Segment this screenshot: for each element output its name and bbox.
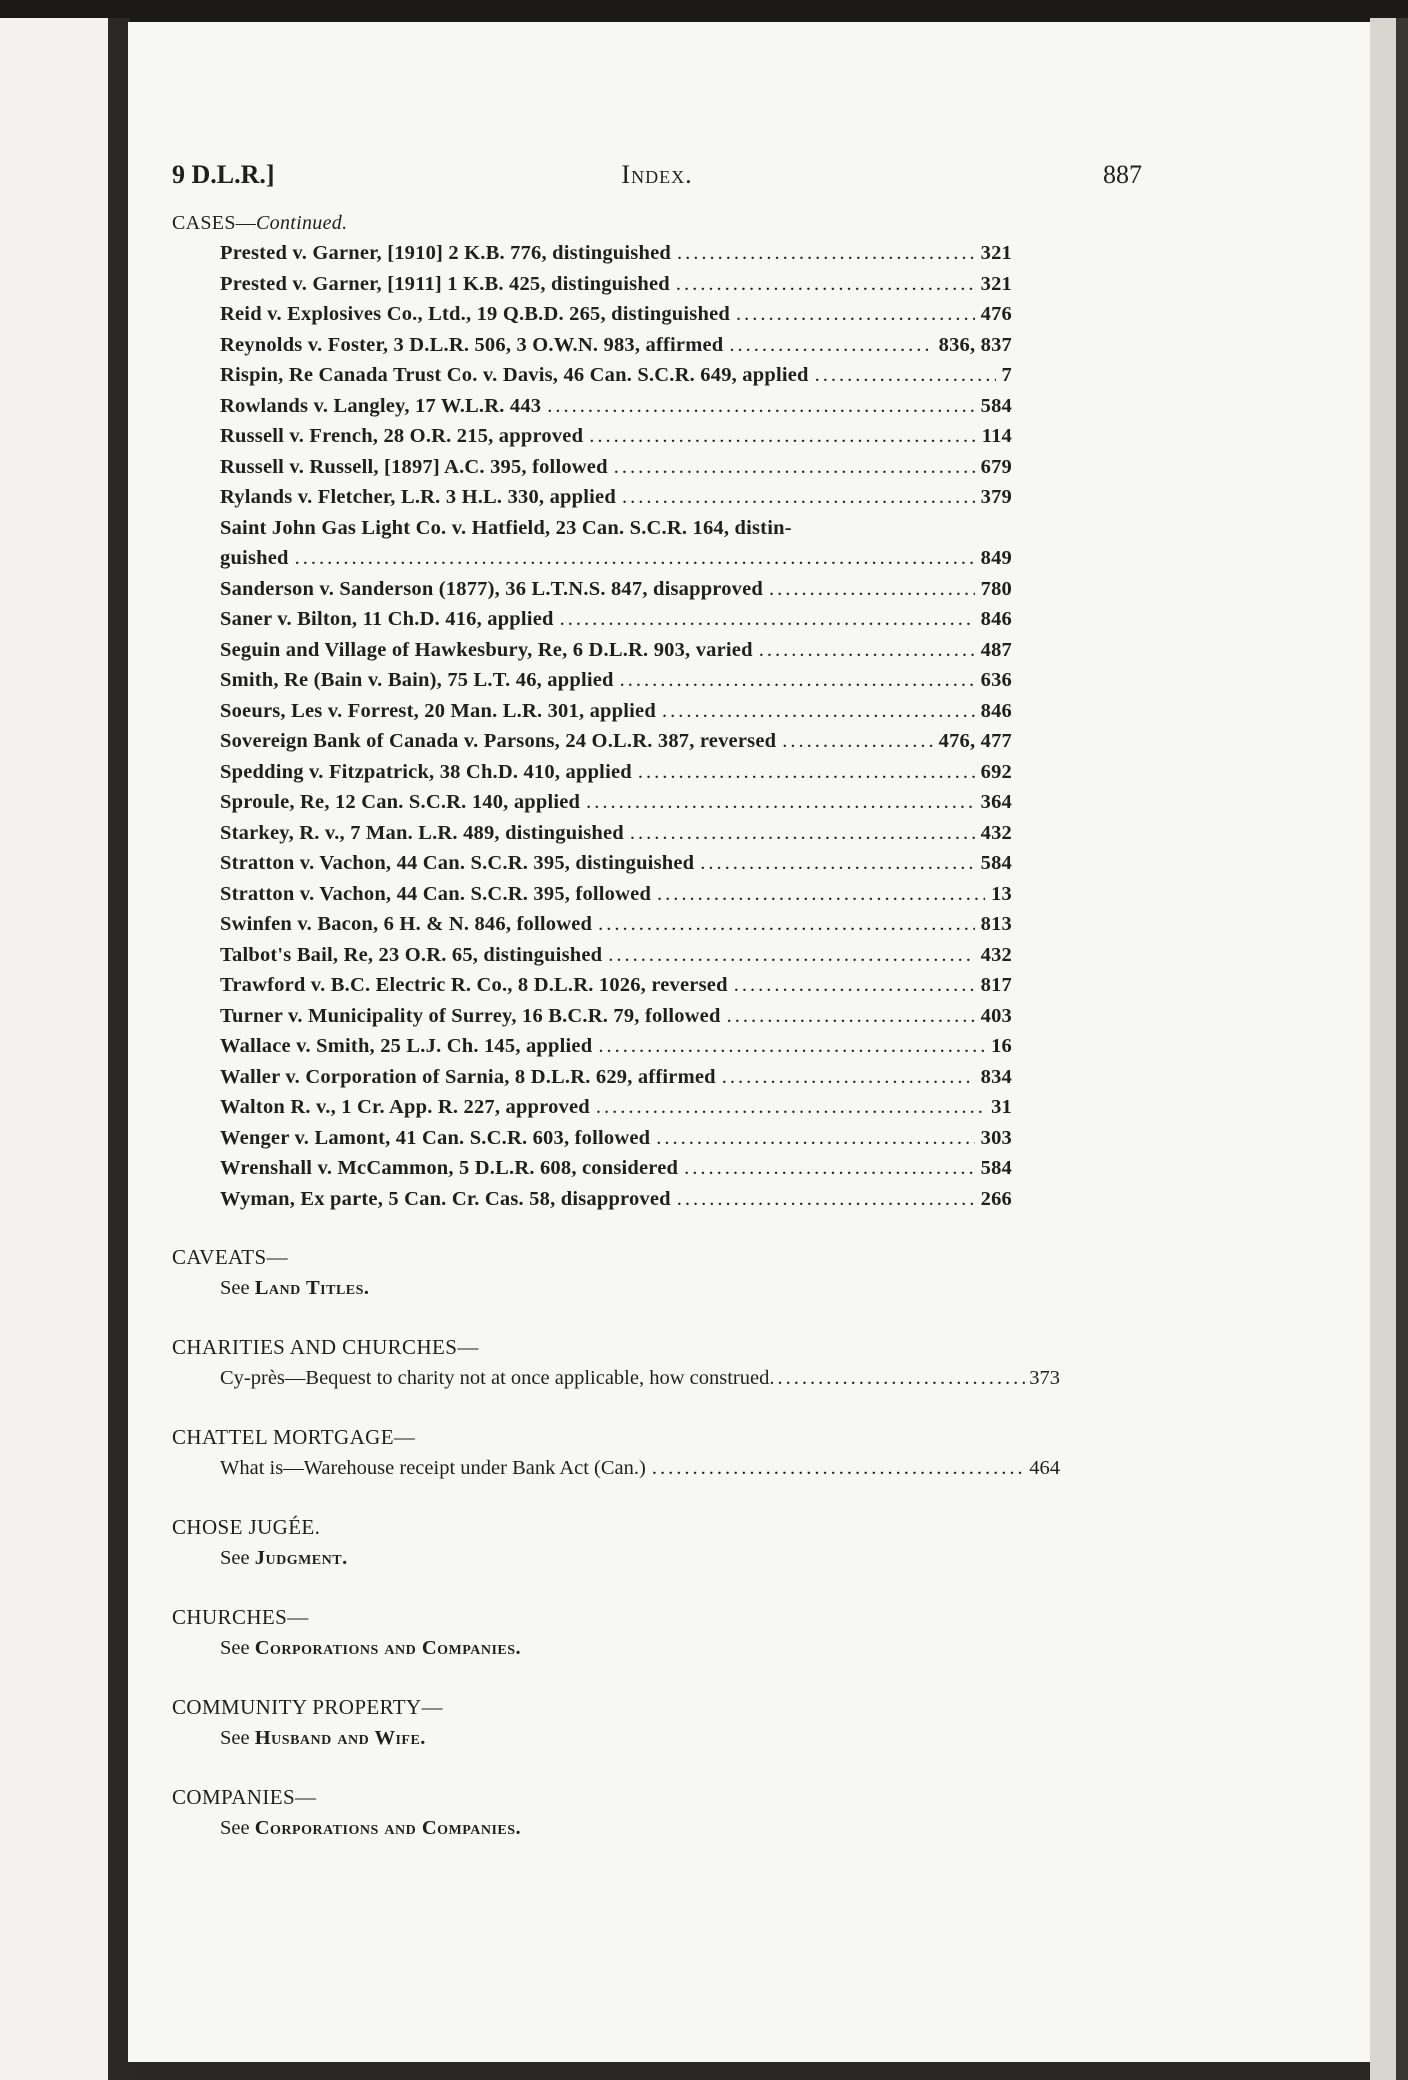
group-heading: CHOSE JUGÉE.: [172, 1515, 321, 1539]
index-group-caveats: [172, 1242, 1142, 1304]
entry-text: What is—Warehouse receipt under Bank Act (Can.): [220, 1457, 646, 1479]
case-citation: Stratton v. Vachon, 44 Can. S.C.R. 395, followed: [220, 882, 652, 905]
case-citation: Sovereign Bank of Canada v. Parsons, 24 O.L.R. 387, reversed: [220, 730, 777, 752]
case-citation: Walton R. v., 1 Cr. App. R. 227, approved: [220, 1096, 590, 1118]
case-page: 849: [980, 547, 1012, 569]
case-page: 7: [1001, 364, 1012, 386]
case-entry: [220, 940, 1012, 971]
cross-reference: [220, 1722, 1012, 1754]
case-page: 321: [980, 272, 1012, 295]
case-citation: Russell v. French, 28 O.R. 215, approved: [220, 425, 584, 447]
cases-heading: [172, 208, 1142, 238]
case-page: 636: [980, 669, 1012, 691]
case-page: 16: [991, 1035, 1012, 1057]
case-page: 432: [980, 943, 1012, 966]
index-group-charities: [172, 1332, 1142, 1394]
case-citation: Starkey, R. v., 7 Man. L.R. 489, distinguished: [220, 821, 624, 844]
case-citation: Sanderson v. Sanderson (1877), 36 L.T.N.S. 847, disapproved: [220, 577, 764, 600]
case-page: 13: [991, 882, 1012, 905]
cross-reference: [220, 1272, 1012, 1304]
group-heading: CHARITIES AND CHURCHES—: [172, 1335, 479, 1359]
case-page: 584: [980, 852, 1012, 874]
case-citation: Rylands v. Fletcher, L.R. 3 H.L. 330, applied: [220, 486, 616, 508]
case-citation: Talbot's Bail, Re, 23 O.R. 65, distinguished: [220, 943, 603, 966]
case-citation: Wyman, Ex parte, 5 Can. Cr. Cas. 58, disapproved: [220, 1187, 671, 1210]
case-entry: [220, 452, 1012, 483]
case-citation: Turner v. Municipality of Surrey, 16 B.C.R. 79, followed: [220, 1004, 721, 1027]
case-page: 692: [980, 760, 1012, 783]
case-entry: [220, 787, 1012, 818]
case-entry: [220, 848, 1012, 879]
reference-target: Land Titles.: [254, 1277, 370, 1299]
case-entry: [220, 1001, 1012, 1032]
reference-target: Corporations and Companies.: [254, 1817, 522, 1839]
case-entry: [220, 391, 1012, 422]
reference-target: Husband and Wife.: [254, 1727, 426, 1749]
case-citation: Sproule, Re, 12 Can. S.C.R. 140, applied: [220, 791, 581, 813]
group-heading: CHURCHES—: [172, 1605, 309, 1629]
case-page: 31: [991, 1096, 1012, 1118]
index-group-community-property: [172, 1692, 1142, 1754]
group-heading: CAVEATS—: [172, 1245, 289, 1269]
case-page: 813: [980, 913, 1012, 935]
case-entry: [220, 238, 1012, 269]
case-page: 403: [980, 1004, 1012, 1027]
book-gutter: [108, 18, 130, 2080]
case-page: 379: [980, 486, 1012, 508]
group-entry: [220, 1362, 1060, 1394]
continued-label: Continued.: [256, 212, 348, 234]
case-entry: [220, 513, 1012, 574]
case-page: 584: [980, 394, 1012, 417]
case-entry: [220, 482, 1012, 513]
case-page: 817: [980, 974, 1012, 996]
cross-reference: [220, 1632, 1012, 1664]
case-entry: [220, 1153, 1012, 1184]
case-page: 476, 477: [938, 730, 1012, 752]
case-page: 679: [980, 455, 1012, 478]
case-page: 846: [980, 699, 1012, 722]
case-citation: Swinfen v. Bacon, 6 H. & N. 846, followed: [220, 913, 593, 935]
case-entry: [220, 635, 1012, 666]
volume-label: 9 D.L.R.]: [172, 160, 275, 189]
case-page: 114: [981, 425, 1012, 447]
page-title: Index.: [621, 160, 693, 189]
case-citation: Saint John Gas Light Co. v. Hatfield, 23 Can. S.C.R. 164, distin-: [220, 516, 792, 539]
case-citation: Russell v. Russell, [1897] A.C. 395, followed: [220, 455, 608, 478]
case-citation: Waller v. Corporation of Sarnia, 8 D.L.R. 629, affirmed: [220, 1065, 716, 1088]
index-group-churches: [172, 1602, 1142, 1664]
case-page: 321: [980, 242, 1012, 264]
case-page: 834: [980, 1065, 1012, 1088]
case-citation: Trawford v. B.C. Electric R. Co., 8 D.L.R. 1026, reversed: [220, 974, 728, 996]
case-entry: [220, 757, 1012, 788]
case-entry: [220, 604, 1012, 635]
case-entry: [220, 299, 1012, 330]
case-entry: [220, 726, 1012, 757]
index-group-chattel-mortgage: [172, 1422, 1142, 1484]
entry-page: 464: [1029, 1457, 1060, 1479]
see-label: See: [220, 1277, 250, 1299]
group-heading: CHATTEL MORTGAGE—: [172, 1425, 416, 1449]
case-entry: [220, 1031, 1012, 1062]
index-group-companies: [172, 1782, 1142, 1844]
case-citation-continuation: guished: [220, 547, 289, 569]
case-page: 432: [980, 821, 1012, 844]
case-citation: Wallace v. Smith, 25 L.J. Ch. 145, applied: [220, 1035, 593, 1057]
case-entry: [220, 421, 1012, 452]
group-entry: [220, 1452, 1060, 1484]
case-citation: Rispin, Re Canada Trust Co. v. Davis, 46 Can. S.C.R. 649, applied: [220, 364, 809, 386]
group-heading: COMPANIES—: [172, 1785, 317, 1809]
case-citation: Wenger v. Lamont, 41 Can. S.C.R. 603, followed: [220, 1126, 651, 1149]
facing-page-edge: [0, 18, 112, 2080]
case-citation: Stratton v. Vachon, 44 Can. S.C.R. 395, distinguished: [220, 852, 695, 874]
reference-target: Corporations and Companies.: [254, 1637, 522, 1659]
case-page: 846: [980, 608, 1012, 630]
case-citation: Reid v. Explosives Co., Ltd., 19 Q.B.D. 265, distinguished: [220, 303, 730, 325]
case-entry: [220, 696, 1012, 727]
case-entry: [220, 1123, 1012, 1154]
case-page: 303: [980, 1126, 1012, 1149]
case-page: 487: [980, 638, 1012, 661]
entry-page: 373: [1029, 1367, 1060, 1389]
case-citation: Seguin and Village of Hawkesbury, Re, 6 D.L.R. 903, varied: [220, 638, 753, 661]
case-page: 836, 837: [938, 333, 1012, 356]
case-entry: [220, 879, 1012, 910]
case-entry: [220, 970, 1012, 1001]
case-entry: [220, 574, 1012, 605]
case-entry: [220, 1062, 1012, 1093]
cross-reference: [220, 1542, 1012, 1574]
index-group-chose-jugee: [172, 1512, 1142, 1574]
see-label: See: [220, 1817, 250, 1839]
case-list: [220, 238, 1012, 1214]
case-entry: [220, 330, 1012, 361]
entry-text: Cy-près—Bequest to charity not at once applicable, how construed.: [220, 1367, 775, 1389]
see-label: See: [220, 1637, 250, 1659]
case-citation: Wrenshall v. McCammon, 5 D.L.R. 608, considered: [220, 1157, 679, 1179]
scan-right-edge: [1396, 18, 1408, 2080]
cases-heading-label: CASES—: [172, 212, 257, 234]
case-citation: Smith, Re (Bain v. Bain), 75 L.T. 46, applied: [220, 669, 614, 691]
running-header: [172, 160, 1142, 202]
case-entry: [220, 269, 1012, 300]
see-label: See: [220, 1727, 250, 1749]
case-citation: Saner v. Bilton, 11 Ch.D. 416, applied: [220, 608, 554, 630]
case-citation: Soeurs, Les v. Forrest, 20 Man. L.R. 301, applied: [220, 699, 656, 722]
case-page: 780: [980, 577, 1012, 600]
case-citation: Prested v. Garner, [1910] 2 K.B. 776, distinguished: [220, 242, 671, 264]
case-entry: [220, 818, 1012, 849]
case-entry: [220, 1184, 1012, 1215]
case-entry: [220, 360, 1012, 391]
case-page: 476: [980, 303, 1012, 325]
case-entry: [220, 1092, 1012, 1123]
page-content: [172, 160, 1142, 1844]
case-page: 266: [980, 1187, 1012, 1210]
case-citation: Reynolds v. Foster, 3 D.L.R. 506, 3 O.W.N. 983, affirmed: [220, 333, 724, 356]
reference-target: Judgment.: [254, 1547, 348, 1569]
cross-reference: [220, 1812, 1012, 1844]
case-citation: Spedding v. Fitzpatrick, 38 Ch.D. 410, applied: [220, 760, 632, 783]
page-number: 887: [1103, 160, 1142, 189]
case-citation: Rowlands v. Langley, 17 W.L.R. 443: [220, 394, 542, 417]
case-page: 364: [980, 791, 1012, 813]
case-entry: [220, 909, 1012, 940]
scan-top-edge: [0, 0, 1408, 22]
group-heading: COMMUNITY PROPERTY—: [172, 1695, 444, 1719]
see-label: See: [220, 1547, 250, 1569]
case-page: 584: [980, 1157, 1012, 1179]
case-citation: Prested v. Garner, [1911] 1 K.B. 425, distinguished: [220, 272, 670, 295]
case-entry: [220, 665, 1012, 696]
